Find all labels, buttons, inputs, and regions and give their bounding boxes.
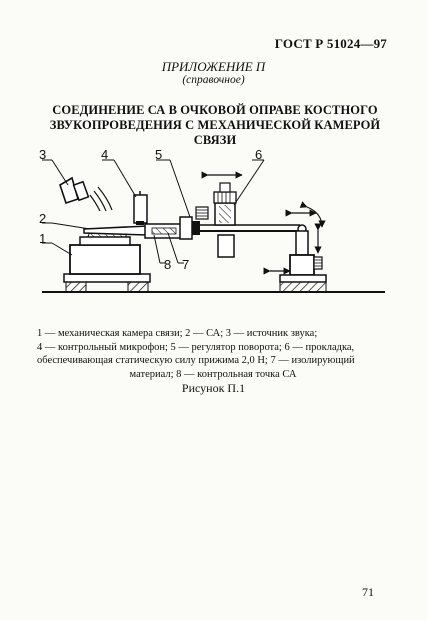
legend-line-2: 4 — контрольный микрофон; 5 — регулятор поворота; 6 — прокладка, [37, 341, 355, 353]
figure-label-3: 3 [39, 147, 47, 162]
figure-label-1: 1 [39, 231, 47, 246]
figure-label-2: 2 [39, 211, 47, 226]
pressure-pad [208, 175, 242, 257]
rotation-regulator [180, 207, 208, 239]
legend-line-4: материал; 8 — контрольная точка СА [129, 368, 297, 380]
base-supports [64, 274, 150, 292]
section-title-line-1: СОЕДИНЕНИЕ СА В ОЧКОВОЙ ОПРАВЕ КОСТНОГО [52, 103, 378, 117]
page-number: 71 [362, 585, 374, 599]
appendix-title: ПРИЛОЖЕНИЕ П [161, 59, 266, 74]
figure-label-4: 4 [101, 147, 109, 162]
figure-label-6: 6 [255, 147, 263, 162]
document-number: ГОСТ Р 51024—97 [274, 36, 387, 51]
section-title [40, 103, 390, 148]
figure-diagram [30, 145, 398, 310]
appendix-note: (справочное) [182, 74, 245, 86]
sound-source [60, 178, 112, 211]
section-title-line-2: ЗВУКОПРОВЕДЕНИЯ С МЕХАНИЧЕСКОЙ КАМЕРОЙ СВЯЗИ [49, 118, 381, 147]
figure-label-5: 5 [155, 147, 163, 162]
figure-label-8: 8 [164, 257, 172, 272]
figure-caption: Рисунок П.1 [181, 381, 246, 395]
figure-label-7: 7 [182, 257, 190, 272]
figure-legend [37, 327, 389, 381]
vertical-post [270, 207, 326, 292]
legend-line-3: обеспечивающая статическую силу прижима 2,0 Н; 7 — изолирующий [37, 355, 355, 366]
mechanical-coupler [70, 231, 140, 274]
legend-line-1: 1 — механическая камера связи; 2 — СА; 3 — источник звука; [37, 328, 318, 339]
